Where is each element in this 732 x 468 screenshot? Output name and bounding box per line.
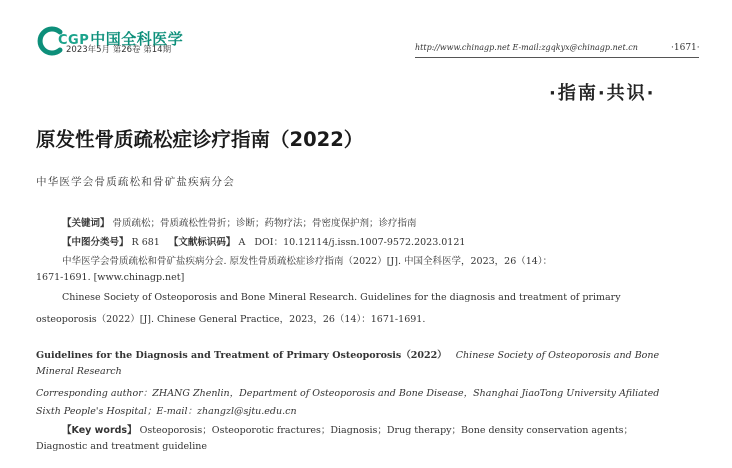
en-society-1: Chinese Society of Osteoporosis and Bone: [455, 350, 660, 361]
section-tag: ·指南·共识·: [549, 83, 656, 104]
article-authors: 中华医学会骨质疏松和骨矿盐疾病分会: [36, 176, 235, 188]
en-keywords-line: [62, 422, 633, 436]
en-title: Guidelines for the Diagnosis and Treatment of Primary Osteoporosis（2022）: [36, 350, 447, 361]
header-rule: [415, 57, 699, 58]
article-title: 原发性骨质疏松症诊疗指南（2022）: [36, 128, 364, 151]
citation-en-line-1: Chinese Society of Osteoporosis and Bone Mineral Research. Guidelines for the diagnosis and treatment of primary: [62, 292, 621, 303]
zh-keywords-line: [62, 215, 417, 229]
citation-zh-line-2: 1671-1691. [www.chinagp.net]: [36, 272, 185, 283]
brand-name: 中国全科医学: [90, 30, 184, 48]
issue-info: 2023年5月 第26卷 第14期: [66, 45, 172, 55]
brand-prefix: CGP: [58, 33, 90, 48]
clc-value: R 681: [131, 237, 160, 248]
zh-keywords-label: 【关键词】: [62, 218, 110, 229]
clc-label: 【中图分类号】: [62, 237, 129, 248]
en-society-2: Mineral Research: [36, 366, 122, 377]
en-title-line: [36, 347, 659, 361]
citation-en-line-2: osteoporosis（2022）[J]. Chinese General Practice，2023，26（14）：1671-1691.: [36, 314, 426, 325]
en-keywords-1: Osteoporosis；Osteoporotic fractures；Diagnosis；Drug therapy；Bone density conservation agents；: [139, 425, 634, 436]
doi: DOI：10.12114/j.issn.1007-9572.2023.0121: [254, 237, 466, 248]
corresponding-author-1: Corresponding author：ZHANG Zhenlin，Department of Osteoporosis and Bone Disease，Shanghai JiaoTong University Afiliated: [36, 388, 660, 399]
corresponding-author-2: Sixth People's Hospital；E-mail：zhangzl@sjtu.edu.cn: [36, 406, 297, 417]
doc-id-label: 【文献标识码】: [168, 237, 236, 248]
page-number: ·1671·: [671, 43, 700, 53]
en-keywords-2: Diagnostic and treatment guideline: [36, 441, 207, 452]
journal-url-email: http://www.chinagp.net E-mail:zgqkyx@chinagp.net.cn: [415, 43, 638, 52]
zh-keywords: 骨质疏松；骨质疏松性骨折；诊断；药物疗法；骨密度保护剂；诊疗指南: [112, 218, 417, 229]
zh-classification-line: [62, 234, 465, 248]
citation-zh-line-1: 中华医学会骨质疏松和骨矿盐疾病分会. 原发性骨质疏松症诊疗指南（2022）[J]. 中国全科医学，2023，26（14）：: [62, 256, 553, 267]
en-keywords-label: 【Key words】: [62, 425, 137, 436]
doc-id-value: A: [238, 237, 246, 248]
